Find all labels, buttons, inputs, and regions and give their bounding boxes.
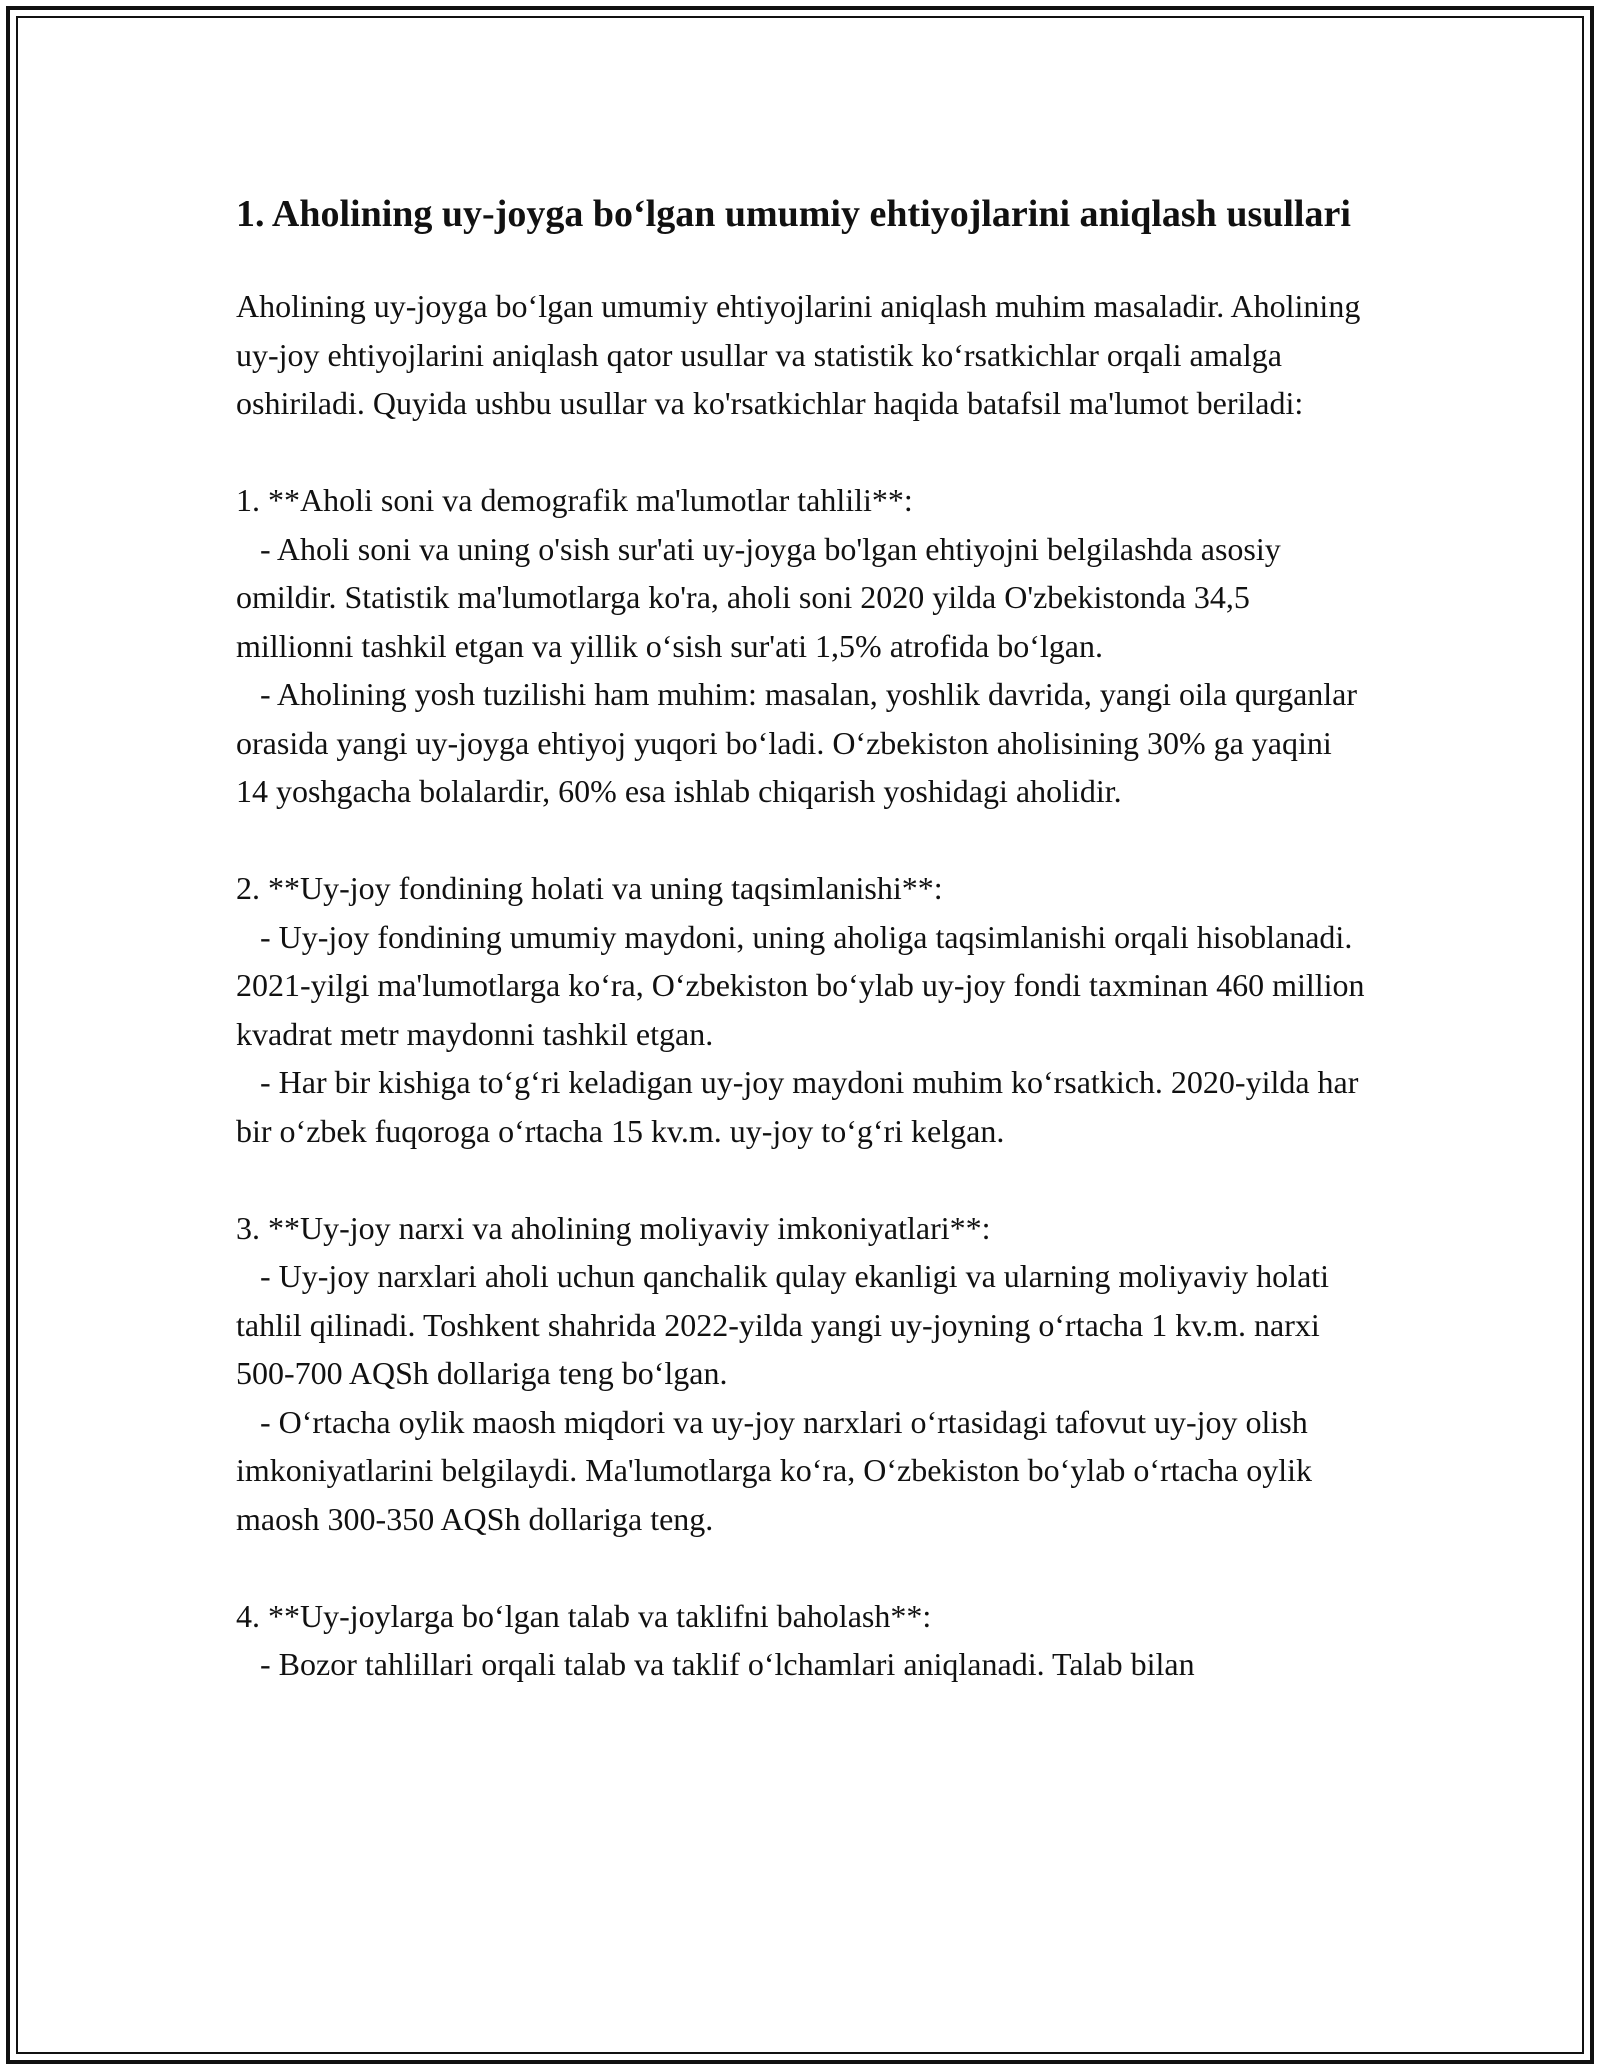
document-title: 1. Aholining uy-joyga bo‘lgan umumiy ehtiyojlarini aniqlash usullari — [236, 193, 1351, 235]
document-content — [236, 186, 1366, 1689]
document-body: Aholining uy-joyga bo‘lgan umumiy ehtiyojlarini aniqlash muhim masaladir. Aholining uy-joy ehtiyojlarini aniqlash qator usullar va statistik ko‘rsatkichlar orqali amalga oshiriladi. Quyida ushbu usullar va ko'rsatkichlar haqida batafsil ma'lumot beriladi: 1. **Aholi soni va demografik ma'lumotlar tahlili**: - Aholi soni va uning o'sish sur'ati uy-joyga bo'lgan ehtiyojni belgilashda asosiy omildir. Statistik ma'lumotlarga ko'ra, aholi soni 2020 yilda O'zbekistonda 34,5 millionni tashkil etgan va yillik o‘sish sur'ati 1,5% atrofida bo‘lgan. - Aholining yosh tuzilishi ham muhim: masalan, yoshlik davrida, yangi oila qurganlar orasida yangi uy-joyga ehtiyoj yuqori bo‘ladi. O‘zbekiston aholisining 30% ga yaqini 14 yoshgacha bolalardir, 60% esa ishlab chiqarish yoshidagi aholidir. 2. **Uy-joy fondining holati va uning taqsimlanishi**: - Uy-joy fondining umumiy maydoni, uning aholiga taqsimlanishi orqali hisoblanadi. 2021-yilgi ma'lumotlarga ko‘ra, O‘zbekiston bo‘ylab uy-joy fondi taxminan 460 million kvadrat metr maydonni tashkil etgan. - Har bir kishiga to‘g‘ri keladigan uy-joy maydoni muhim ko‘rsatkich. 2020-yilda har bir o‘zbek fuqoroga o‘rtacha 15 kv.m. uy-joy to‘g‘ri kelgan. 3. **Uy-joy narxi va aholining moliyaviy imkoniyatlari**: - Uy-joy narxlari aholi uchun qanchalik qulay ekanligi va ularning moliyaviy holati tahlil qilinadi. Toshkent shahrida 2022-yilda yangi uy-joyning o‘rtacha 1 kv.m. narxi 500-700 AQSh dollariga teng bo‘lgan. - O‘rtacha oylik maosh miqdori va uy-joy narxlari o‘rtasidagi tafovut uy-joy olish imkoniyatlarini belgilaydi. Ma'lumotlarga ko‘ra, O‘zbekiston bo‘ylab o‘rtacha oylik maosh 300-350 AQSh dollariga teng. 4. **Uy-joylarga bo‘lgan talab va taklifni baholash**: - Bozor tahlillari orqali talab va taklif o‘lchamlari aniqlanadi. Talab bilan — [236, 288, 1365, 1682]
